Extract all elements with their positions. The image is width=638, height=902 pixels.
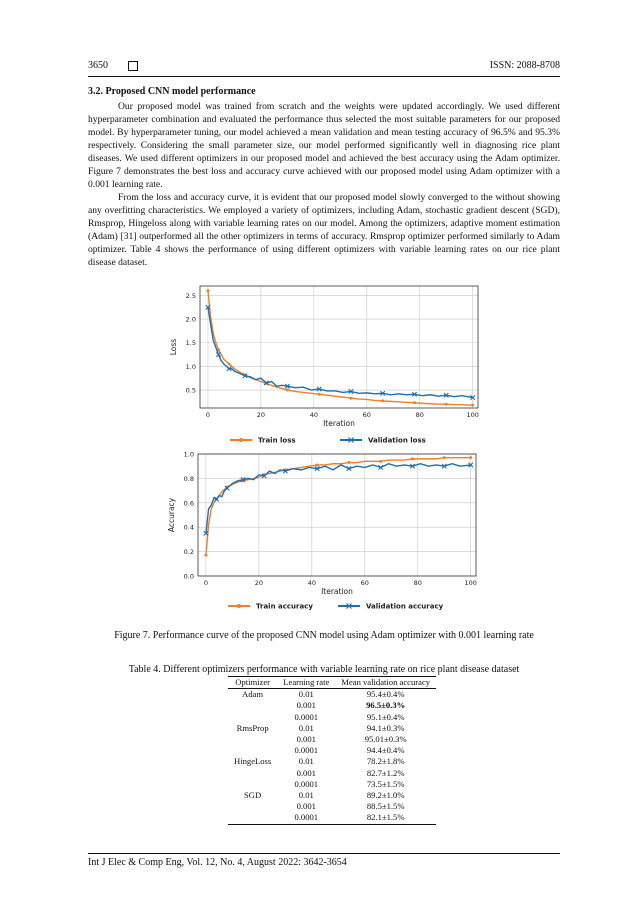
data-point: [316, 463, 319, 466]
x-tick-label: 0: [205, 411, 211, 419]
table-row: [228, 734, 436, 745]
table-cell: 73.5±1.5%: [366, 778, 405, 789]
loss-chart: [169, 286, 479, 445]
checkbox-glyph-icon: [128, 61, 138, 71]
table-cell: 0.001: [296, 734, 316, 745]
table-cell: 0.01: [298, 790, 314, 801]
y-tick-label: 0.8: [183, 474, 194, 483]
table-cell: 0.0001: [294, 745, 319, 756]
table-row: [228, 712, 436, 723]
y-tick-label: 0.2: [183, 548, 194, 557]
table-row: [228, 768, 436, 779]
x-tick-label: 20: [254, 579, 264, 587]
column-header: Learning rate: [277, 677, 335, 689]
table-cell: 94.4±0.4%: [366, 745, 405, 756]
data-point: [411, 457, 414, 460]
table-cell: [228, 734, 277, 745]
legend-marker: [239, 438, 243, 442]
table-cell: 0.01: [298, 756, 314, 767]
paragraph: From the loss and accuracy curve, it is evident that our proposed model slowly converged to the without showing any overfitting characteristics. We employed a variety of optimizers, including Adam, stochastic gradient descent (SGD), Rmsprop, Hingeloss along with variable learning rates on our model. Among the optimizers, adaptive moment estimation (Adam) [31] outperformed all the other optimizers in terms of accuracy. Rmsprop optimizer performed similarly to Adam optimizer. Table 4 shows the performance of using different optimizers with variable learning rates on our rice plant disease dataset.: [88, 192, 560, 268]
y-tick-label: 0.5: [185, 386, 196, 395]
x-tick-label: 100: [464, 579, 477, 587]
data-point: [349, 397, 352, 400]
data-point: [347, 461, 350, 464]
data-point: [469, 456, 472, 459]
table-cell: 0.01: [298, 689, 314, 700]
table-cell: 94.1±0.3%: [366, 722, 405, 733]
x-axis-label: Iteration: [321, 587, 353, 596]
table-cell: 95.01±0.3%: [364, 734, 407, 745]
legend-marker: [237, 604, 241, 608]
legend-label: Validation accuracy: [366, 602, 444, 611]
x-tick-label: 80: [413, 579, 422, 587]
table-cell: RmsProp: [236, 722, 269, 733]
series-line: [206, 464, 471, 534]
data-point: [379, 460, 382, 463]
table-row: [228, 689, 436, 701]
x-tick-label: 40: [307, 579, 316, 587]
legend-label: Train accuracy: [256, 602, 313, 611]
figure-7: [160, 282, 490, 622]
table-row: [228, 790, 436, 801]
table-cell: 0.0001: [277, 812, 335, 824]
x-axis-label: Iteration: [323, 419, 355, 428]
figure-caption: Figure 7. Performance curve of the proposed CNN model using Adam optimizer with 0.001 learning rate: [114, 630, 534, 641]
data-point: [228, 363, 231, 366]
x-tick-label: 20: [256, 411, 266, 419]
table-cell: [228, 700, 277, 711]
table-cell: 82.1±1.5%: [335, 812, 436, 824]
table-cell: HingeLoss: [234, 756, 272, 767]
header-rule: [88, 76, 560, 77]
paragraph: Our proposed model was trained from scratch and the weights were updated accordingly. We used different hyperparameter combination and evaluated the performance thus selected the most suitable parameters for our proposed model. By hyperparameter tuning, our model achieved a mean validation and mean testing accuracy of 96.5% and 95.3% respectively. Considering the small parameter size, our model performed significantly well in diagnosing rice plant diseases. We used different optimizers in our proposed model and achieved the best accuracy using the Adam optimizer. Figure 7 demonstrates the best loss and accuracy curve achieved with our proposed model using Adam optimizer with a 0.001 learning rate.: [88, 101, 560, 190]
y-tick-label: 1.5: [185, 339, 196, 348]
table-cell: 78.2±1.8%: [366, 756, 405, 767]
x-tick-label: 0: [203, 579, 209, 587]
data-point: [286, 389, 289, 392]
legend-label: Validation loss: [368, 436, 426, 445]
y-tick-label: 1.0: [183, 450, 194, 459]
legend-label: Train loss: [258, 436, 296, 445]
page-header: [88, 60, 560, 74]
series-line: [206, 458, 471, 556]
table-cell: [228, 801, 277, 812]
x-tick-label: 60: [360, 579, 369, 587]
series-line: [208, 307, 473, 397]
y-tick-label: 1.0: [185, 362, 196, 371]
table-cell: 82.7±1.2%: [366, 767, 405, 778]
table-cell: 0.001: [296, 801, 316, 812]
y-axis-label: Accuracy: [167, 497, 176, 533]
x-tick-label: 100: [466, 411, 479, 419]
table-cell: 0.001: [296, 767, 316, 778]
table-cell: 89.2±1.0%: [366, 790, 405, 801]
y-tick-label: 0.6: [183, 499, 194, 508]
table-cell: [228, 712, 277, 723]
table-row: [228, 801, 436, 812]
x-tick-label: 80: [415, 411, 424, 419]
table-row: [228, 779, 436, 790]
plot-frame: [198, 454, 476, 576]
data-point: [445, 403, 448, 406]
table-cell: 88.5±1.5%: [366, 801, 405, 812]
table-row: [228, 756, 436, 767]
y-tick-label: 0.4: [183, 523, 194, 532]
table-row: [228, 723, 436, 734]
table-cell: [228, 779, 277, 790]
data-point: [206, 289, 209, 292]
table-cell: Adam: [242, 689, 264, 700]
column-header: Mean validation accuracy: [335, 677, 436, 689]
y-tick-label: 2.5: [185, 291, 196, 300]
table-row: [228, 700, 436, 711]
column-header: Optimizer: [228, 677, 277, 689]
series-line: [208, 291, 473, 405]
data-point: [318, 393, 321, 396]
table-cell: [228, 745, 277, 756]
optimizer-table: [228, 676, 436, 825]
table-cell: 95.4±0.4%: [366, 689, 405, 700]
table-cell: 0.01: [298, 722, 314, 733]
plot-frame: [200, 286, 478, 408]
issn: ISSN: 2088-8708: [489, 60, 560, 71]
y-tick-label: 2.0: [185, 315, 196, 324]
data-point: [471, 404, 474, 407]
table-header-row: [228, 677, 436, 689]
table-cell: [228, 812, 277, 824]
footer-citation: Int J Elec & Comp Eng, Vol. 12, No. 4, August 2022: 3642-3654: [88, 857, 347, 868]
table-cell: [228, 768, 277, 779]
data-point: [443, 456, 446, 459]
table-cell: 0.001: [296, 700, 316, 711]
page-number: 3650: [88, 60, 108, 71]
table-cell: 0.0001: [294, 711, 319, 722]
table-row: [228, 745, 436, 756]
x-tick-label: 60: [362, 411, 371, 419]
data-point: [413, 401, 416, 404]
table-cell: SGD: [244, 790, 262, 801]
footer-rule: [88, 853, 560, 854]
table-cell: 95.1±0.4%: [366, 711, 405, 722]
table-cell: 0.0001: [294, 778, 319, 789]
table-caption: Table 4. Different optimizers performance with variable learning rate on rice plant disease dataset: [128, 664, 520, 675]
table-cell: 96.5±0.3%: [366, 700, 406, 711]
y-tick-label: 0.0: [183, 572, 194, 581]
body-text: [88, 100, 560, 269]
section-heading: 3.2. Proposed CNN model performance: [88, 86, 256, 97]
x-tick-label: 40: [309, 411, 318, 419]
accuracy-chart: [167, 451, 477, 611]
data-point: [204, 554, 207, 557]
y-axis-label: Loss: [169, 338, 178, 356]
table-row: [228, 812, 436, 824]
data-point: [381, 399, 384, 402]
